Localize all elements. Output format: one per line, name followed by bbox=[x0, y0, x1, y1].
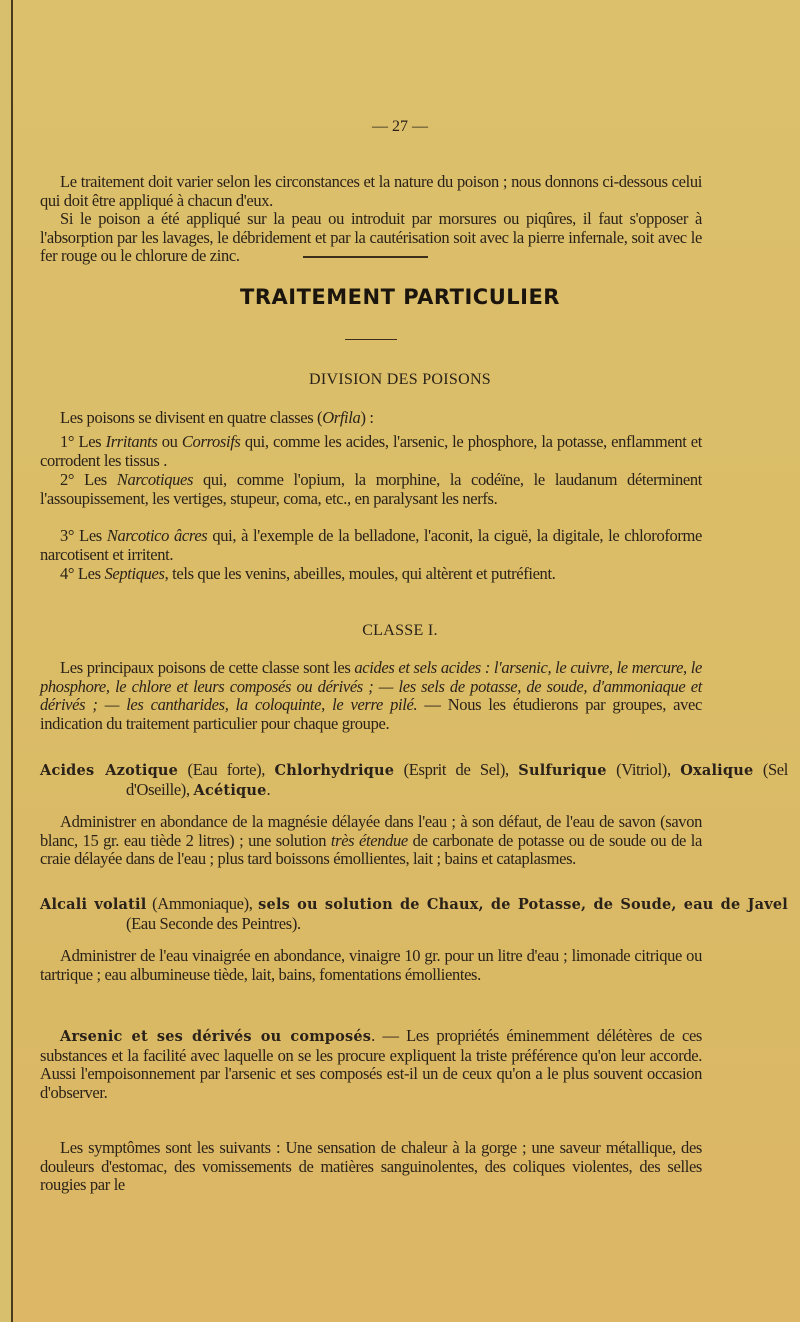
text: . bbox=[266, 779, 271, 799]
bold-text: Acétique bbox=[193, 781, 267, 799]
page-number: — 27 — bbox=[372, 118, 428, 135]
section-title: TRAITEMENT PARTICULIER bbox=[240, 285, 560, 309]
text: 4° Les bbox=[60, 564, 105, 583]
binding-line bbox=[11, 0, 13, 1322]
text: (Eau forte), bbox=[178, 760, 275, 779]
text: qui, comme les acides, l'arsenic, le phosphore, la potasse, enflamment et corrodent les tissus . bbox=[40, 432, 702, 470]
text: qui, comme l'opium, la morphine, la codéïne, le laudanum déterminent l'assoupissement, les vertiges, stupeur, coma, etc., en paralysant les nerfs. bbox=[40, 470, 702, 508]
class-item-1 bbox=[40, 433, 702, 470]
text: Si le poison a été appliqué sur la peau ou introduit par morsures ou piqûres, il faut s'opposer à l'absorption par les lavages, le débridement et par la cautérisation soit avec la pierre infernale, soit avec le fer rouge ou le chlorure de zinc. bbox=[40, 209, 702, 266]
text: qui, à l'exemple de la belladone, l'aconit, la ciguë, la digitale, le chloroforme narcotisent et irritent. bbox=[40, 526, 702, 564]
symptomes-paragraph bbox=[40, 1139, 702, 1195]
italic-text: très étendue bbox=[330, 830, 408, 850]
alcali-heading bbox=[40, 895, 788, 933]
italic-text: Septiques bbox=[104, 564, 165, 583]
text: (Ammoniaque), bbox=[146, 894, 259, 913]
italic-text: Corrosifs bbox=[181, 432, 241, 451]
class-item-3 bbox=[40, 527, 702, 564]
text: ou bbox=[157, 432, 182, 451]
text: 1° Les bbox=[60, 432, 106, 451]
divider-rule bbox=[303, 256, 428, 258]
intro-paragraph-1 bbox=[40, 173, 702, 210]
text: (Eau Seconde des Peintres). bbox=[126, 913, 301, 933]
bold-text: Acides Azotique bbox=[40, 762, 179, 779]
bold-text: sels ou solution de Chaux, de Potasse, de Soude, eau de Javel bbox=[258, 896, 788, 913]
bold-text: Chlorhydrique bbox=[274, 762, 395, 779]
classe-paragraph bbox=[40, 659, 702, 733]
text: 2° Les bbox=[60, 470, 117, 489]
italic-text: acides et sels acides : l'arsenic, le cuivre, le mercure, le phosphore, le chlore et leurs composés ou dérivés ; — les sels de potasse, de soude, d'ammoniaque et dérivés ; — les cantharides, la coloquinte, le verre pilé. bbox=[40, 658, 702, 715]
text: (Vitriol), bbox=[606, 760, 681, 779]
division-intro bbox=[40, 409, 702, 428]
text: Administrer en abondance de la magnésie délayée dans l'eau ; à son défaut, de l'eau de savon (savon blanc, 15 gr. eau tiède 2 litres) ; une solution bbox=[40, 812, 702, 850]
text: . — Les propriétés éminemment délétères de ces substances et la facilité avec laquelle on se les procure expliquent la triste préférence qu'on leur accorde. Aussi l'empoisonnement par l'arsenic et ses composés est-il un de ceux qu'on a le plus souvent occasion d'observer. bbox=[40, 1026, 702, 1102]
text: (Esprit de Sel), bbox=[394, 760, 519, 779]
class-item-2 bbox=[40, 471, 702, 508]
bold-text: Alcali volatil bbox=[40, 896, 147, 913]
italic-text: Irritants bbox=[105, 432, 158, 451]
text: de carbonate de potasse ou de soude ou de la craie délayée dans de l'eau ; plus tard boissons émollientes, lait ; bains et cataplasmes. bbox=[40, 830, 702, 869]
alcali-treatment bbox=[40, 947, 702, 984]
text: , tels que les venins, abeilles, moules, qui altèrent et putréfient. bbox=[164, 564, 556, 583]
acides-heading bbox=[40, 761, 788, 800]
bold-text: Sulfurique bbox=[518, 762, 607, 779]
text: 3° Les bbox=[60, 526, 107, 545]
classe-heading: CLASSE I. bbox=[362, 622, 438, 639]
arsenic-paragraph bbox=[40, 1027, 702, 1102]
text: Les symptômes sont les suivants : Une sensation de chaleur à la gorge ; une saveur métallique, des douleurs d'estomac, des vomissements de matières sanguinolentes, des coliques violentes, des selles rougies par le bbox=[40, 1138, 702, 1195]
class-item-4 bbox=[40, 565, 702, 584]
italic-text: Narcotico âcres bbox=[106, 526, 208, 545]
text: Le traitement doit varier selon les circonstances et la nature du poison ; nous donnons ci-dessous celui qui doit être appliqué à chacun d'eux. bbox=[40, 172, 702, 210]
text: Les principaux poisons de cette classe sont les bbox=[60, 658, 355, 677]
text: — Nous les étudierons par groupes, avec indication du traitement particulier pour chaque groupe. bbox=[40, 695, 702, 733]
acides-treatment bbox=[40, 813, 702, 869]
bold-text: Oxalique bbox=[680, 762, 754, 779]
text: ) : bbox=[360, 408, 374, 427]
text: Les poisons se divisent en quatre classes ( bbox=[60, 408, 323, 427]
text: Administrer de l'eau vinaigrée en abondance, vinaigre 10 gr. pour un litre d'eau ; limonade citrique ou tartrique ; eau albumineuse tiède, lait, bains, fomentations émollientes. bbox=[40, 946, 702, 984]
divider-rule-short bbox=[345, 339, 397, 340]
text: (Sel d'Oseille), bbox=[126, 760, 789, 799]
italic-text: Orfila bbox=[322, 408, 361, 427]
division-heading: DIVISION DES POISONS bbox=[308, 371, 491, 388]
italic-text: Narcotiques bbox=[116, 470, 194, 489]
bold-text: Arsenic et ses dérivés ou composés bbox=[60, 1028, 372, 1045]
